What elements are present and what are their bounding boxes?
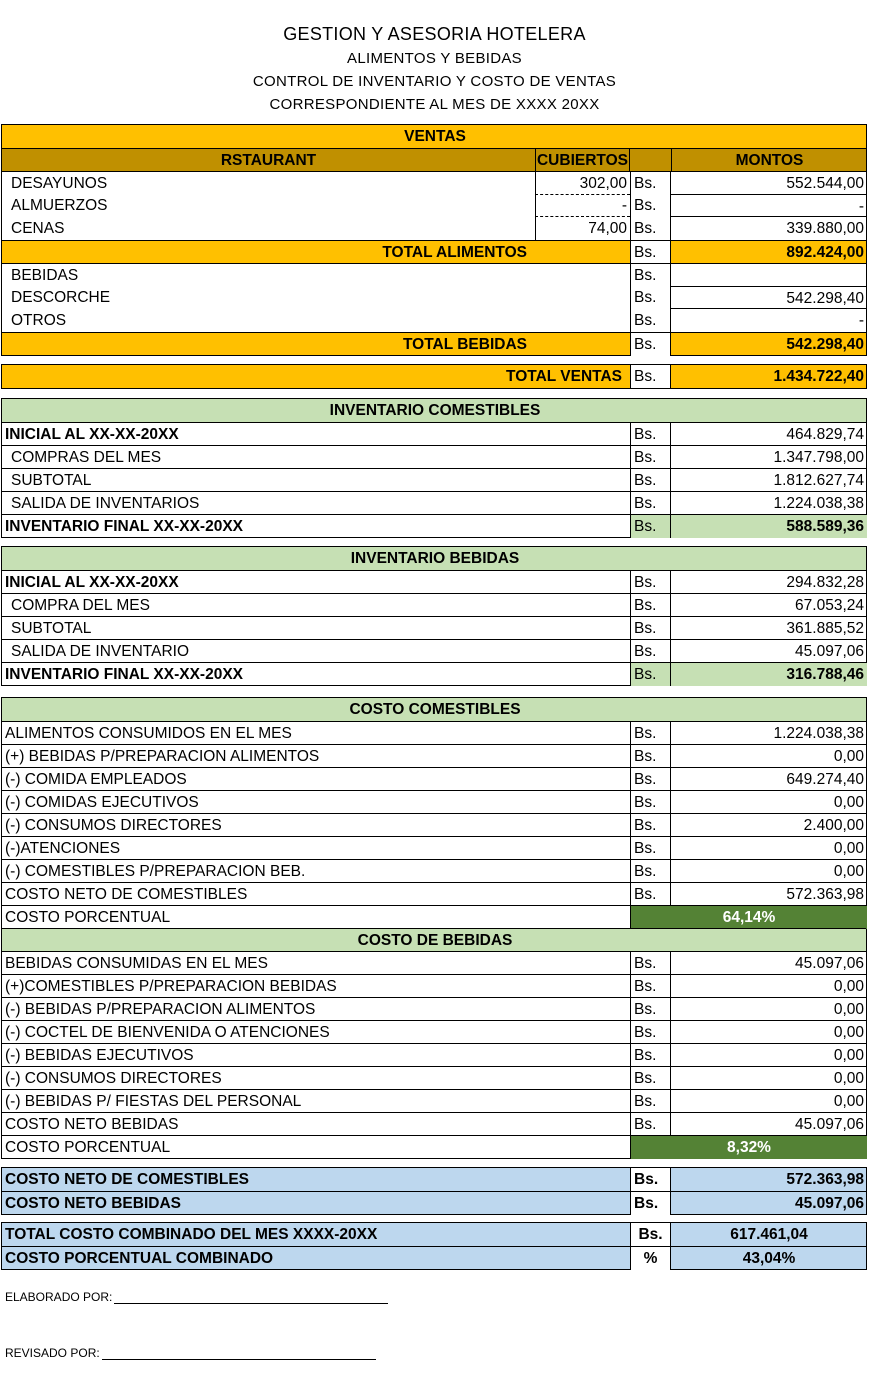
row-label: INICIAL AL XX-XX-20XX (5, 574, 179, 591)
currency-label: Bs. (630, 241, 671, 264)
inventory-row (2, 570, 866, 593)
cost-row (2, 836, 866, 859)
cubiertos-value: 302,00 (535, 172, 630, 195)
row-value: 572.363,98 (786, 886, 864, 903)
cost-row (2, 767, 866, 790)
row-label: (-) COCTEL DE BIENVENIDA O ATENCIONES (5, 1024, 330, 1041)
currency-label: Bs. (630, 745, 671, 768)
row-label: BEBIDAS CONSUMIDAS EN EL MES (5, 955, 268, 972)
ventas-title-row (2, 125, 866, 148)
row-label: SUBTOTAL (11, 620, 92, 637)
cost-row (2, 1020, 866, 1043)
currency-label: Bs. (630, 172, 671, 195)
inventory-row (2, 468, 866, 491)
combinado-section (1, 1222, 867, 1270)
total-alimentos-value: 892.424,00 (786, 244, 864, 261)
currency-label: Bs. (630, 469, 671, 492)
total-ventas-value: 1.434.722,40 (773, 368, 864, 385)
row-value: 0,00 (833, 978, 864, 995)
row-label: (+)COMESTIBLES P/PREPARACION BEBIDAS (5, 978, 337, 995)
report-subtitle-3: CORRESPONDIENTE AL MES DE XXXX 20XX (269, 96, 600, 113)
currency-label: Bs. (630, 1090, 671, 1113)
bebidas-row (2, 309, 866, 332)
inventory-row (2, 491, 866, 514)
row-label: OTROS (11, 312, 67, 329)
currency-label: Bs. (630, 722, 671, 745)
row-label: SALIDA DE INVENTARIOS (11, 495, 200, 512)
total-bebidas-value: 542.298,40 (786, 336, 864, 353)
currency-label: Bs. (630, 1113, 671, 1136)
inventory-row (2, 422, 866, 445)
row-value: 0,00 (833, 1093, 864, 1110)
currency-label: Bs. (630, 286, 671, 309)
row-value: 0,00 (833, 794, 864, 811)
ventas-row (2, 171, 866, 194)
section-title-row (2, 399, 866, 422)
currency-label: Bs. (630, 194, 671, 217)
currency-label: Bs. (630, 791, 671, 814)
currency-label: Bs. (630, 617, 671, 640)
cost-percent-row (2, 905, 866, 928)
currency-label: Bs. (630, 492, 671, 515)
row-label: COSTO PORCENTUAL COMBINADO (5, 1250, 274, 1267)
row-value: 1.812.627,74 (773, 472, 864, 489)
row-value: 0,00 (833, 748, 864, 765)
total-bebidas-label: TOTAL BEBIDAS (402, 336, 527, 353)
cost-percent-value: 8,32% (630, 1136, 867, 1159)
currency-label: Bs. (630, 309, 671, 332)
row-label: COSTO NETO BEBIDAS (5, 1195, 181, 1212)
row-value: 464.829,74 (786, 426, 864, 443)
currency-label: Bs. (630, 1067, 671, 1090)
cubiertos-value: 74,00 (535, 217, 630, 240)
row-label: COSTO NETO DE COMESTIBLES (5, 886, 248, 903)
section-title-row (2, 928, 866, 951)
row-value: 0,00 (833, 1070, 864, 1087)
elaborado-label: ELABORADO POR: (5, 1290, 113, 1304)
row-label: INVENTARIO FINAL XX-XX-20XX (5, 666, 243, 683)
row-label: COSTO NETO DE COMESTIBLES (5, 1171, 250, 1188)
cost-percent-row (2, 1135, 866, 1158)
bebidas-row (2, 286, 866, 309)
total-ventas-label: TOTAL VENTAS (506, 368, 622, 385)
row-value: 0,00 (833, 1047, 864, 1064)
combined-percent-value: 43,04% (742, 1250, 796, 1267)
row-label: (-) BEBIDAS P/ FIESTAS DEL PERSONAL (5, 1093, 302, 1110)
monto-value: 542.298,40 (671, 286, 867, 309)
row-label: (-) COMIDAS EJECUTIVOS (5, 794, 199, 811)
ventas-section (1, 124, 867, 356)
currency-label: Bs. (630, 998, 671, 1021)
section-title-row (2, 698, 866, 721)
bebidas-row (2, 263, 866, 286)
total-ventas-section (1, 364, 867, 389)
row-label: (-) BEBIDAS EJECUTIVOS (5, 1047, 194, 1064)
row-label: COMPRAS DEL MES (11, 449, 162, 466)
currency-label: Bs. (630, 663, 671, 686)
row-label: COSTO PORCENTUAL (5, 909, 171, 926)
cost-row (2, 790, 866, 813)
currency-label: Bs. (630, 952, 671, 975)
total-alimentos-row (2, 240, 866, 263)
inventory-final-value: 588.589,36 (671, 515, 867, 538)
row-label: (-)ATENCIONES (5, 840, 121, 857)
cost-row (2, 721, 866, 744)
cost-percent-value: 64,14% (630, 906, 867, 929)
currency-label: Bs. (630, 1044, 671, 1067)
cost-row (2, 744, 866, 767)
row-value: 361.885,52 (786, 620, 864, 637)
signature-line[interactable] (114, 1291, 388, 1304)
report-subtitle-2: CONTROL DE INVENTARIO Y COSTO DE VENTAS (252, 73, 617, 90)
monto-value: 339.880,00 (786, 220, 864, 237)
currency-label: Bs. (630, 640, 671, 663)
monto-value: 552.544,00 (786, 175, 864, 192)
inventario-comestibles-section (1, 398, 867, 538)
monto-value: - (858, 312, 864, 329)
row-value: 67.053,24 (795, 597, 864, 614)
row-value: 1.224.038,38 (773, 495, 864, 512)
cost-row (2, 1043, 866, 1066)
currency-label: Bs. (630, 837, 671, 860)
inventory-row (2, 639, 866, 662)
row-value: 0,00 (833, 1024, 864, 1041)
costos-section (1, 697, 867, 1159)
row-label: INICIAL AL XX-XX-20XX (5, 426, 179, 443)
row-value: 45.097,06 (795, 1116, 864, 1133)
row-label: TOTAL COSTO COMBINADO DEL MES XXXX-20XX (5, 1226, 378, 1243)
currency-label: Bs. (630, 975, 671, 998)
inventory-final-row (2, 662, 866, 685)
summary-row (2, 1168, 866, 1191)
row-value: 1.347.798,00 (773, 449, 864, 466)
currency-label: Bs. (630, 264, 671, 287)
company-title: GESTION Y ASESORIA HOTELERA (283, 24, 586, 44)
combined-total-row (2, 1223, 866, 1246)
currency-label: Bs. (630, 594, 671, 617)
row-value: 649.274,40 (786, 771, 864, 788)
total-alimentos-label: TOTAL ALIMENTOS (382, 244, 527, 261)
row-label: SALIDA DE INVENTARIO (11, 643, 190, 660)
currency-label: Bs. (630, 768, 671, 791)
combined-percent-row (2, 1246, 866, 1269)
currency-label: Bs. (630, 1223, 671, 1246)
summary-row (2, 1191, 866, 1214)
row-label: (-) CONSUMOS DIRECTORES (5, 817, 222, 834)
row-label: (-) COMESTIBLES P/PREPARACION BEB. (5, 863, 306, 880)
cost-row (2, 1112, 866, 1135)
cost-row (2, 813, 866, 836)
currency-label: Bs. (630, 1192, 671, 1215)
currency-label: Bs. (630, 365, 671, 388)
row-label: BEBIDAS (11, 267, 79, 284)
inventory-final-row (2, 514, 866, 537)
row-value: 0,00 (833, 863, 864, 880)
inventory-row (2, 445, 866, 468)
elaborado-por (5, 1290, 388, 1304)
row-value: 45.097,06 (795, 643, 864, 660)
currency-label: Bs. (630, 814, 671, 837)
row-label: (-) BEBIDAS P/PREPARACION ALIMENTOS (5, 1001, 316, 1018)
row-value: 294.832,28 (786, 574, 864, 591)
currency-label: Bs. (630, 423, 671, 446)
section-title: COSTO COMESTIBLES (349, 701, 521, 718)
ventas-row (2, 217, 866, 240)
inventory-row (2, 616, 866, 639)
section-title: COSTO DE BEBIDAS (357, 932, 513, 949)
cost-row (2, 1089, 866, 1112)
ventas-row (2, 194, 866, 217)
cost-row (2, 997, 866, 1020)
cost-row (2, 951, 866, 974)
inventory-final-value: 316.788,46 (671, 663, 867, 686)
cost-row (2, 1066, 866, 1089)
row-label: ALIMENTOS CONSUMIDOS EN EL MES (5, 725, 292, 742)
signature-line[interactable] (102, 1347, 376, 1360)
row-value: 0,00 (833, 1001, 864, 1018)
section-title: INVENTARIO BEBIDAS (350, 550, 520, 567)
row-label: COSTO PORCENTUAL (5, 1139, 171, 1156)
cost-row (2, 859, 866, 882)
row-value: 45.097,06 (795, 955, 864, 972)
row-value: 572.363,98 (786, 1171, 864, 1188)
row-value: 0,00 (833, 840, 864, 857)
revisado-label: REVISADO POR: (5, 1346, 100, 1360)
cubiertos-value: - (535, 194, 630, 217)
report-subtitle-1: ALIMENTOS Y BEBIDAS (347, 50, 522, 67)
combined-total-value: 617.461,04 (730, 1226, 808, 1243)
row-label: COMPRA DEL MES (11, 597, 150, 614)
inventory-row (2, 593, 866, 616)
total-bebidas-row (2, 332, 866, 355)
total-ventas-row (2, 365, 866, 388)
currency-label: Bs. (630, 883, 671, 906)
ventas-column-headers (2, 148, 866, 171)
cost-row (2, 882, 866, 905)
currency-label: Bs. (630, 1168, 671, 1191)
row-label: (-) COMIDA EMPLEADOS (5, 771, 187, 788)
row-label: INVENTARIO FINAL XX-XX-20XX (5, 518, 243, 535)
row-label: SUBTOTAL (11, 472, 92, 489)
monto-value (671, 264, 867, 287)
percent-label: % (630, 1247, 671, 1270)
currency-label: Bs. (630, 1021, 671, 1044)
row-label: ALMUERZOS (11, 197, 108, 214)
resumen-section (1, 1167, 867, 1215)
revisado-por (5, 1346, 376, 1360)
row-label: DESAYUNOS (11, 175, 108, 192)
currency-label: Bs. (630, 446, 671, 469)
inventario-bebidas-section (1, 546, 867, 686)
section-title-row (2, 547, 866, 570)
row-label: (+) BEBIDAS P/PREPARACION ALIMENTOS (5, 748, 320, 765)
currency-label: Bs. (630, 217, 671, 240)
cost-row (2, 974, 866, 997)
row-label: CENAS (11, 220, 65, 237)
currency-label: Bs. (630, 571, 671, 594)
row-value: 2.400,00 (803, 817, 864, 834)
ventas-title: VENTAS (404, 128, 466, 145)
row-label: DESCORCHE (11, 289, 111, 306)
currency-label: Bs. (630, 333, 671, 356)
row-value: 45.097,06 (795, 1195, 864, 1212)
row-label: COSTO NETO BEBIDAS (5, 1116, 179, 1133)
section-title: INVENTARIO COMESTIBLES (329, 402, 541, 419)
row-label: (-) CONSUMOS DIRECTORES (5, 1070, 222, 1087)
row-value: 1.224.038,38 (773, 725, 864, 742)
monto-value: - (671, 194, 867, 217)
col-cubiertos: CUBIERTOS (535, 149, 630, 172)
col-montos: MONTOS (671, 149, 867, 172)
col-restaurant: RSTAURANT (220, 152, 317, 169)
currency-label: Bs. (630, 860, 671, 883)
currency-label: Bs. (630, 515, 671, 538)
